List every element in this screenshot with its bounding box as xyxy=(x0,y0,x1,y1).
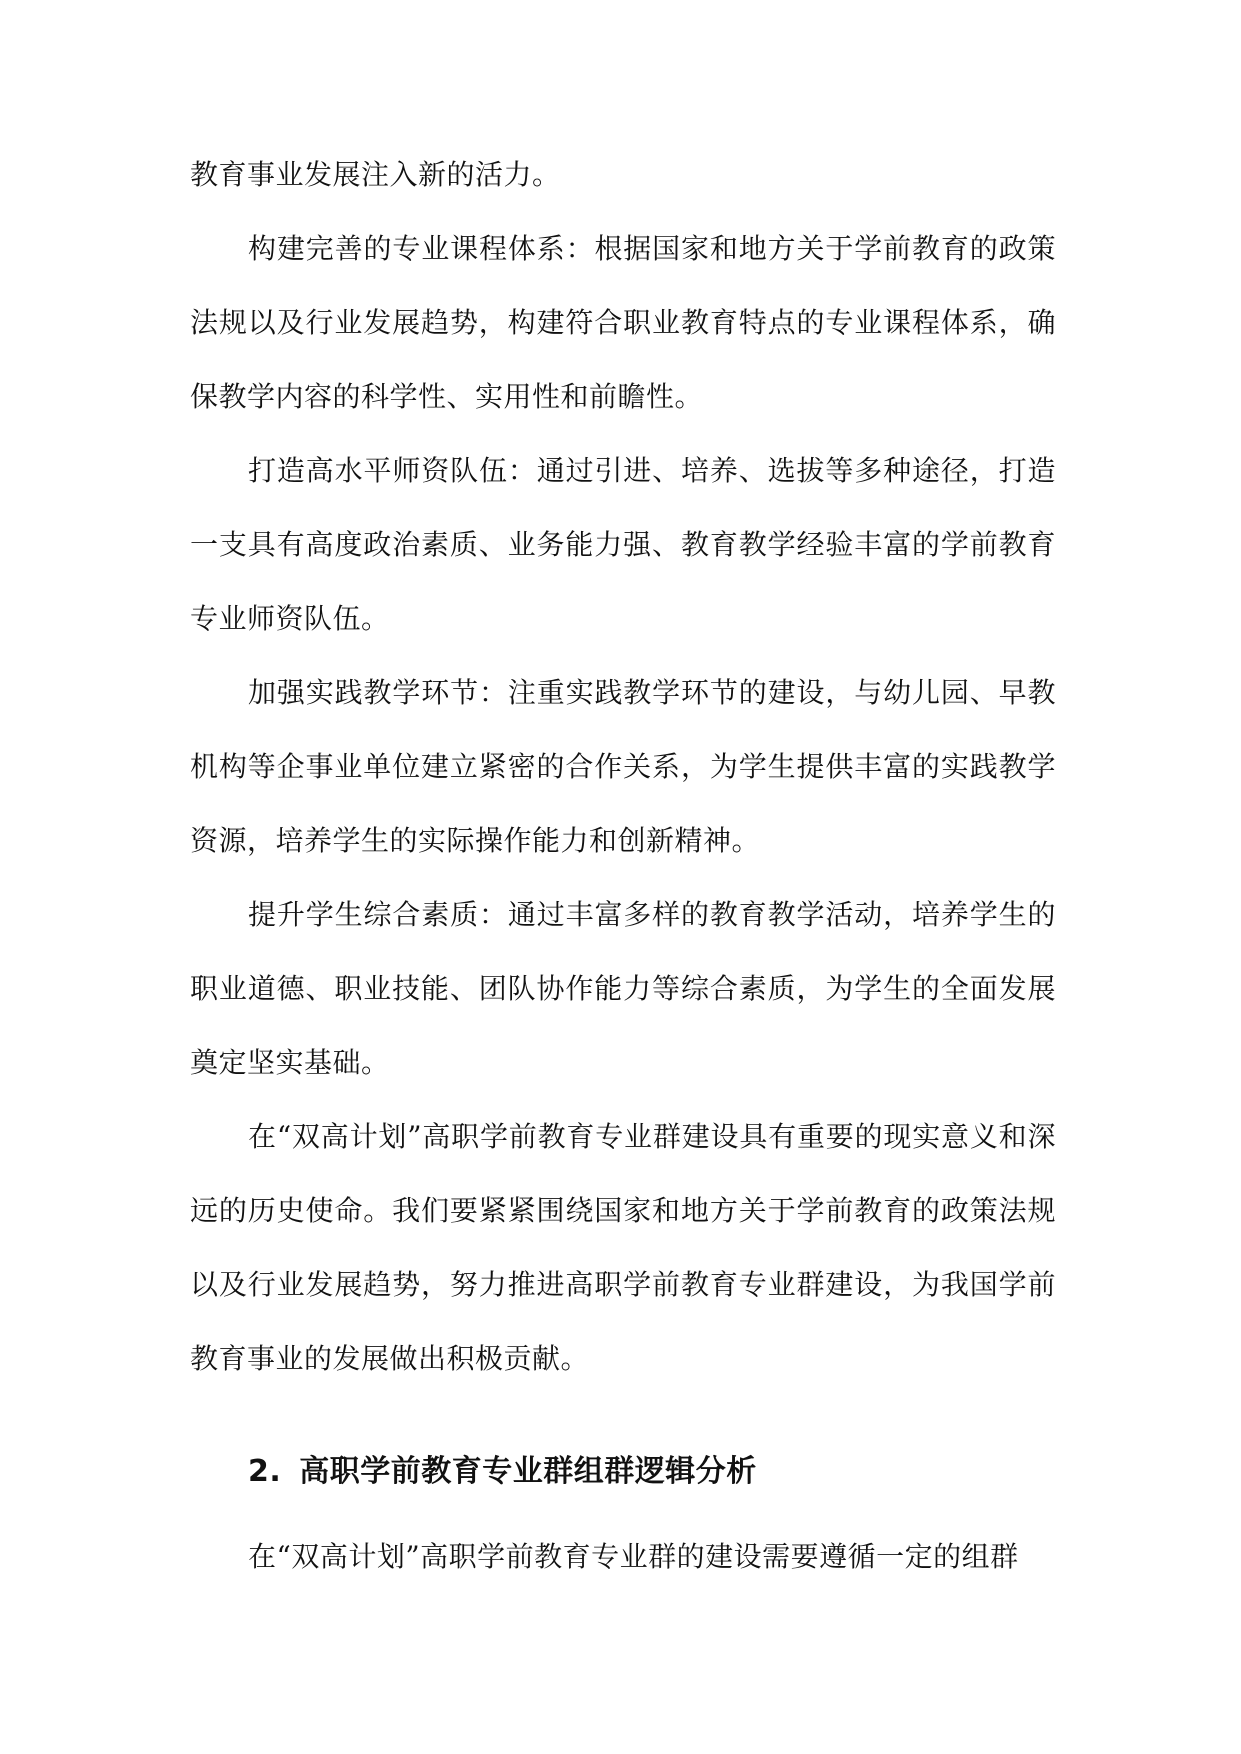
paragraph-practice: 加强实践教学环节：注重实践教学环节的建设，与幼儿园、早教机构等企事业单位建立紧密的合作关系，为学生提供丰富的实践教学资源，培养学生的实际操作能力和创新精神。 xyxy=(190,676,1056,857)
paragraph-section-intro: 在“双高计划”高职学前教育专业群的建设需要遵循一定的组群 xyxy=(248,1540,1019,1573)
paragraph-summary: 在“双高计划”高职学前教育专业群建设具有重要的现实意义和深远的历史使命。我们要紧紧围绕国家和地方关于学前教育的政策法规以及行业发展趋势，努力推进高职学前教育专业群建设，为我国学前教育事业的发展做出积极贡献。 xyxy=(190,1120,1056,1375)
paragraph-curriculum: 构建完善的专业课程体系：根据国家和地方关于学前教育的政策法规以及行业发展趋势，构建符合职业教育特点的专业课程体系，确保教学内容的科学性、实用性和前瞻性。 xyxy=(190,232,1056,413)
paragraph-quality: 提升学生综合素质：通过丰富多样的教育教学活动，培养学生的职业道德、职业技能、团队协作能力等综合素质，为学生的全面发展奠定坚实基础。 xyxy=(190,898,1056,1079)
paragraph-continuation: 教育事业发展注入新的活力。 xyxy=(190,158,561,191)
paragraph-faculty: 打造高水平师资队伍：通过引进、培养、选拔等多种途径，打造一支具有高度政治素质、业务能力强、教育教学经验丰富的学前教育专业师资队伍。 xyxy=(190,454,1056,635)
section-heading xyxy=(190,1424,1056,1520)
section-title: 高职学前教育专业群组群逻辑分析 xyxy=(299,1454,757,1489)
section-number: 2. xyxy=(248,1454,282,1489)
document-body xyxy=(190,138,1056,1594)
